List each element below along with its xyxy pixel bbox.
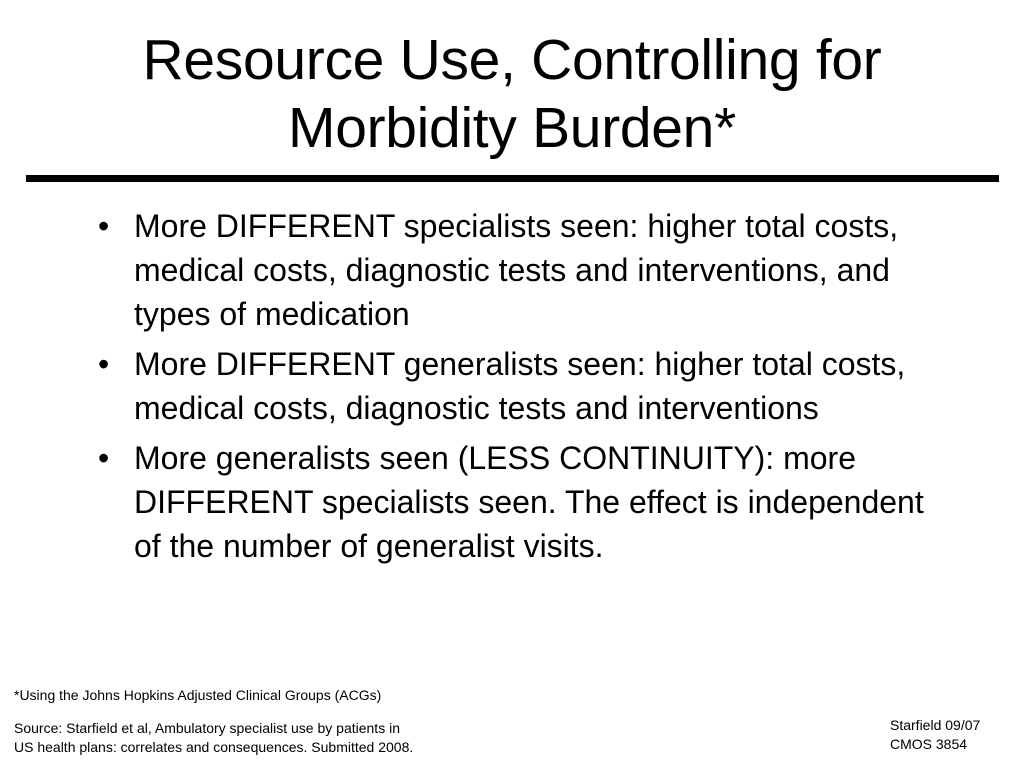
bullet-text: More generalists seen (LESS CONTINUITY): more DIFFERENT specialists seen. The effect is independent of the number of generalist visits. <box>134 440 924 564</box>
title-divider <box>26 175 999 182</box>
bullet-text: More DIFFERENT generalists seen: higher total costs, medical costs, diagnostic tests and interventions <box>134 346 906 426</box>
bullet-item <box>92 204 942 336</box>
slide-title <box>40 26 984 162</box>
slide-title-line-1: Resource Use, Controlling for <box>142 28 882 92</box>
bullet-item <box>92 342 942 430</box>
source-line-1: Source: Starfield et al, Ambulatory specialist use by patients in <box>14 720 400 736</box>
citation-line-1: Starfield 09/07 <box>890 717 981 733</box>
bullet-icon: • <box>98 440 110 476</box>
bullet-icon: • <box>98 208 110 244</box>
source-line-2: US health plans: correlates and consequences. Submitted 2008. <box>14 739 414 755</box>
slide-title-line-2: Morbidity Burden* <box>288 96 736 160</box>
bullet-icon: • <box>98 346 110 382</box>
source-note <box>14 719 413 757</box>
bullet-text: More DIFFERENT specialists seen: higher total costs, medical costs, diagnostic tests and interventions, and types of medication <box>134 208 899 332</box>
footnote: *Using the Johns Hopkins Adjusted Clinical Groups (ACGs) <box>14 687 382 703</box>
bullet-list <box>92 204 942 574</box>
slide-citation <box>890 716 980 754</box>
citation-line-2: CMOS 3854 <box>890 736 968 752</box>
bullet-item <box>92 436 942 568</box>
